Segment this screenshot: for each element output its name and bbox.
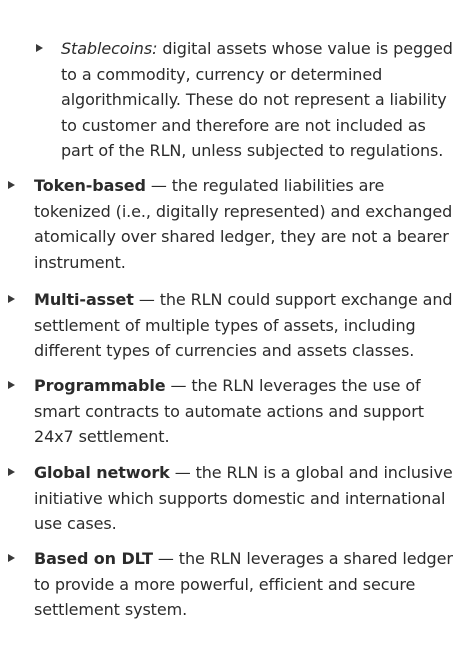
bullet-description: the RLN leverages the use of smart contracts to automate actions and support 24x7 settlement. <box>34 376 424 446</box>
bullet-term: Global network <box>34 463 170 482</box>
bullet-term: Multi-asset <box>34 290 134 309</box>
bullet-description: the RLN is a global and inclusive initiative which supports domestic and international use cases. <box>34 463 453 533</box>
bullet-separator: — <box>133 290 160 309</box>
bullet-separator: — <box>165 376 192 395</box>
bullet-text <box>61 36 456 164</box>
triangle-bullet-icon <box>36 44 43 52</box>
bullet-description: the RLN leverages a shared ledger to provide a more powerful, efficient and secure settlement system. <box>34 549 453 619</box>
bullet-term: Programmable <box>34 376 166 395</box>
bullet-text <box>34 373 459 450</box>
bullet-text <box>34 546 454 623</box>
bullet-text <box>34 173 454 275</box>
bullet-text <box>34 460 454 537</box>
bullet-description: the RLN could support exchange and settlement of multiple types of assets, including different types of currencies and assets classes. <box>34 290 453 360</box>
bullet-separator: — <box>145 176 172 195</box>
triangle-bullet-icon <box>8 468 15 476</box>
bullet-term: Based on DLT <box>34 549 153 568</box>
bullet-separator: — <box>152 549 179 568</box>
bullet-term: Token-based <box>34 176 146 195</box>
bullet-description: the regulated liabilities are tokenized (i.e., digitally represented) and exchanged atomically over shared ledger, they are not a bearer instrument. <box>34 176 453 272</box>
triangle-bullet-icon <box>8 381 15 389</box>
triangle-bullet-icon <box>8 295 15 303</box>
bullet-separator: — <box>169 463 196 482</box>
triangle-bullet-icon <box>8 181 15 189</box>
triangle-bullet-icon <box>8 554 15 562</box>
bullet-description: digital assets whose value is pegged to a commodity, currency or determined algorithmically. These do not represent a liability to customer and therefore are not included as part of the RLN, unless subjected to regulations. <box>61 39 453 160</box>
bullet-term: Stablecoins: <box>61 39 158 58</box>
bullet-text <box>34 287 454 364</box>
